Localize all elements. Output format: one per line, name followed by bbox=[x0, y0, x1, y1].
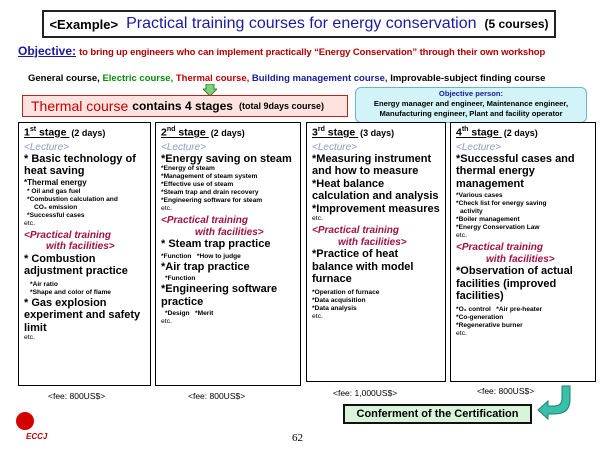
objective-line bbox=[18, 44, 598, 58]
etc-label: etc. bbox=[161, 205, 172, 212]
objective-person-heading: Objective person: bbox=[438, 89, 504, 98]
practice-item: *Regenerative burner bbox=[456, 321, 523, 329]
practice-title: * Combustion adjustment practice bbox=[24, 252, 128, 277]
practice-item: *Operation of furnace bbox=[312, 288, 380, 296]
practice-title: * Steam trap practice bbox=[161, 238, 271, 250]
lecture-label: <Lecture> bbox=[161, 141, 207, 153]
course-general: General course, bbox=[28, 73, 100, 84]
stage-2-box bbox=[155, 122, 301, 386]
lecture-title: *Energy saving on steam bbox=[161, 152, 292, 165]
stage-1-heading: 1st stage (2 days) bbox=[24, 126, 106, 139]
course-count: (5 courses) bbox=[484, 17, 549, 31]
lecture-item: *Energy of steam bbox=[161, 165, 215, 172]
stage-4-fee: <fee: 800US$> bbox=[477, 386, 535, 396]
practice-item: *Data analysis bbox=[312, 304, 357, 312]
lecture-item: *Thermal energy bbox=[24, 177, 87, 187]
lecture-title: *Successful cases and thermal energy management bbox=[456, 152, 575, 190]
practice-item: *Function *How to judge bbox=[161, 252, 241, 260]
practical-label: <Practical training with facilities> bbox=[312, 225, 407, 248]
lecture-item: *Successful cases bbox=[27, 211, 85, 219]
lecture-item: *Energy Conservation Law bbox=[456, 224, 540, 231]
logo-text: ECCJ bbox=[26, 432, 48, 441]
etc-label: etc. bbox=[456, 232, 467, 239]
practice-title: *Practice of heat balance with model furnace bbox=[312, 248, 414, 285]
stage-2-heading: 2nd stage (2 days) bbox=[161, 126, 245, 139]
objective-person-line: Manufacturing engineer, Plant and facility operator bbox=[379, 109, 563, 118]
practice-title: *Observation of actual facilities (improved facilities) bbox=[456, 265, 573, 302]
etc-label: etc. bbox=[24, 334, 35, 341]
practical-label: <Practical training with facilities> bbox=[456, 242, 555, 265]
practice-item: *Air ratio bbox=[30, 280, 58, 288]
stage-4-heading: 4th stage (2 days) bbox=[456, 126, 538, 139]
thermal-course-stages: contains 4 stages bbox=[132, 99, 233, 113]
etc-label: etc. bbox=[456, 329, 467, 337]
practical-label: <Practical training with facilities> bbox=[24, 229, 115, 252]
curved-arrow-icon bbox=[536, 384, 576, 420]
lecture-item: *Steam trap and drain recovery bbox=[161, 189, 259, 196]
practice-item: *Shape and color of flame bbox=[30, 288, 111, 296]
thermal-course-banner bbox=[22, 95, 348, 117]
lecture-title: *Measuring instrument and how to measure bbox=[312, 152, 432, 177]
lecture-label: <Lecture> bbox=[312, 141, 358, 153]
page-title: Practical training courses for energy conservation bbox=[126, 15, 477, 32]
objective-person-line: Energy manager and engineer, Maintenance engineer, bbox=[373, 99, 569, 108]
lecture-title: *Improvement measures bbox=[312, 202, 440, 215]
lecture-title: *Heat balance calculation and analysis bbox=[312, 177, 439, 202]
objective-label: Objective: bbox=[18, 44, 77, 58]
practical-label: <Practical training with facilities> bbox=[161, 215, 264, 238]
title-tag: <Example> bbox=[49, 16, 119, 32]
stage-3-fee: <fee: 1,000US$> bbox=[333, 388, 398, 398]
practice-item: *Data acquisition bbox=[312, 296, 366, 304]
etc-label: etc. bbox=[161, 318, 172, 325]
lecture-item: *Various cases bbox=[456, 192, 503, 199]
lecture-item: *Check list for energy saving bbox=[456, 200, 547, 207]
certification-box: Conferment of the Certification bbox=[343, 404, 532, 424]
stage-4-box bbox=[450, 122, 596, 382]
course-list bbox=[28, 73, 588, 84]
stage-2-fee: <fee: 800US$> bbox=[188, 391, 246, 401]
stage-3-heading: 3rd stage (3 days) bbox=[312, 126, 395, 139]
course-building: Building management course, bbox=[251, 73, 388, 84]
course-electric: Electric course, bbox=[102, 73, 174, 84]
lecture-label: <Lecture> bbox=[24, 141, 70, 153]
lecture-item: *Management of steam system bbox=[161, 173, 258, 180]
practice-title: *Engineering software practice bbox=[161, 283, 278, 308]
thermal-course-total: (total 9days course) bbox=[238, 101, 325, 111]
practice-title: * Gas explosion experiment and safety limit bbox=[24, 296, 141, 334]
stage-3-box bbox=[306, 122, 446, 382]
page-number: 62 bbox=[292, 432, 303, 444]
title-box bbox=[42, 10, 556, 38]
etc-label: etc. bbox=[312, 215, 323, 222]
eccj-logo bbox=[12, 412, 62, 442]
stage-1-fee: <fee: 800US$> bbox=[48, 391, 106, 401]
thermal-course-name: Thermal course bbox=[31, 98, 129, 114]
lecture-item: *Effective use of steam bbox=[161, 181, 234, 188]
course-thermal: Thermal course, bbox=[175, 73, 250, 84]
lecture-item: * Oil and gas fuel bbox=[27, 187, 81, 195]
objective-person-box bbox=[355, 87, 587, 123]
practice-title: *Air trap practice bbox=[161, 260, 250, 273]
objective-text: to bring up engineers who can implement practically “Energy Conservation” through their own workshop bbox=[79, 47, 546, 58]
practice-item: *Co-generation bbox=[456, 313, 504, 321]
practice-item: *Function bbox=[165, 275, 196, 282]
lecture-item: *Boiler management bbox=[456, 216, 520, 223]
course-improvable: Improvable-subject finding course bbox=[390, 73, 546, 84]
practice-item: *O₂ control *Air pre-heater bbox=[456, 305, 543, 313]
stage-1-box bbox=[18, 122, 151, 386]
etc-label: etc. bbox=[24, 219, 35, 227]
lecture-item: CO₂ emission bbox=[34, 203, 78, 211]
logo-mark-icon bbox=[16, 412, 34, 430]
lecture-item: *Engineering software for steam bbox=[161, 197, 263, 204]
etc-label: etc. bbox=[312, 312, 323, 320]
lecture-item: *Combustion calculation and bbox=[27, 195, 118, 203]
lecture-label: <Lecture> bbox=[456, 141, 502, 153]
lecture-item: activity bbox=[460, 208, 483, 215]
lecture-title: * Basic technology of heat saving bbox=[24, 152, 136, 177]
practice-item: *Design *Merit bbox=[165, 310, 214, 317]
